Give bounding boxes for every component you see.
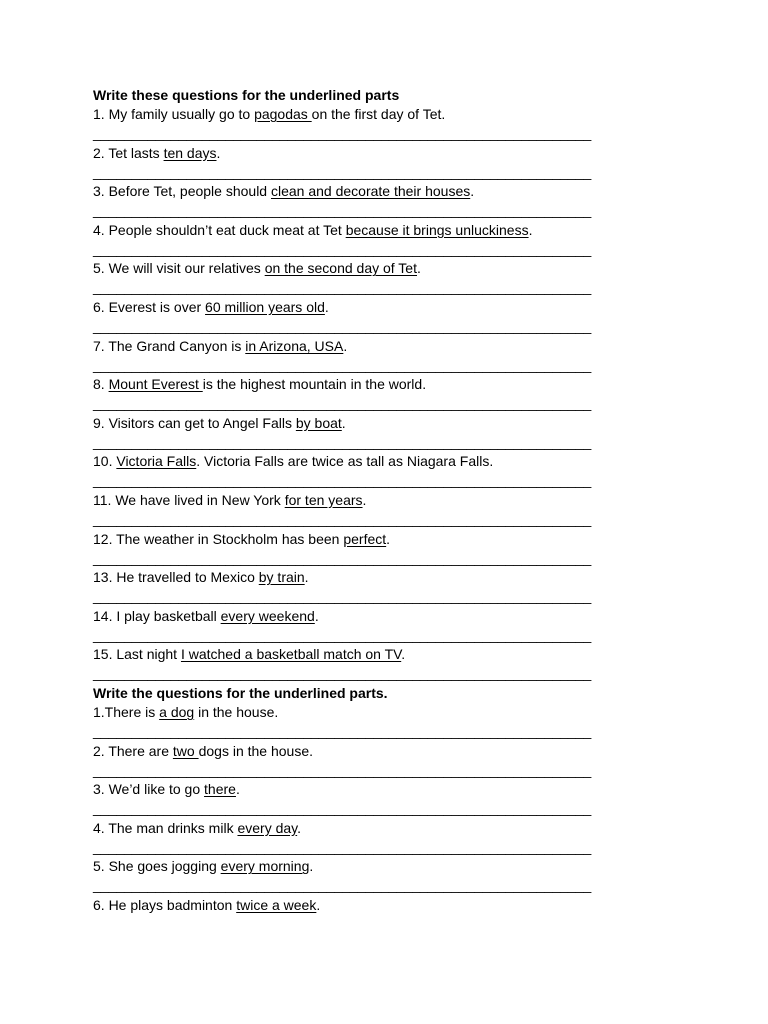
- question-item: [93, 105, 733, 124]
- question-text: .: [343, 337, 348, 354]
- question-text: on the first day of Tet.: [311, 106, 446, 122]
- answer-line: ________________________________________________________________: [93, 549, 592, 566]
- question-text: 3. Before Tet, people should: [93, 183, 271, 200]
- question-text: 4. The man drinks milk: [93, 819, 238, 836]
- section-1-heading: Write these questions for the underlined parts: [93, 87, 400, 103]
- answer-line: ________________________________________________________________: [93, 588, 592, 605]
- question-item: [93, 452, 733, 471]
- underlined-part: 60 million years old: [205, 298, 325, 315]
- underlined-part: Victoria Falls: [116, 453, 197, 470]
- question-text: 6. He plays badminton: [93, 896, 237, 913]
- answer-line: ________________________________________________________________: [93, 395, 592, 412]
- underlined-part: pagodas: [254, 106, 312, 122]
- question-text: 3. We’d like to go: [93, 781, 205, 798]
- question-item: [93, 144, 733, 163]
- question-text: 8.: [93, 376, 109, 393]
- question-item: [93, 530, 733, 549]
- question-text: .: [316, 896, 321, 913]
- question-text: .: [470, 183, 475, 200]
- answer-line: ________________________________________________________________: [93, 240, 592, 257]
- question-text: .: [309, 858, 314, 875]
- question-text: 4. People shouldn’t eat duck meat at Tet: [93, 221, 346, 238]
- question-text: .: [528, 221, 533, 238]
- section-2-heading: Write the questions for the underlined parts.: [93, 684, 388, 701]
- answer-line: ________________________________________________________________: [93, 665, 592, 682]
- question-item: [93, 857, 733, 876]
- question-item: [93, 780, 733, 799]
- section-1: [93, 86, 733, 684]
- answer-line: ________________________________________________________________: [93, 163, 592, 180]
- section-2: [93, 684, 733, 915]
- question-text: 12. The weather in Stockholm has been: [93, 530, 344, 547]
- underlined-part: every weekend: [220, 607, 315, 624]
- question-item: [93, 742, 733, 761]
- question-text: 6. Everest is over: [93, 298, 206, 315]
- underlined-part: perfect: [343, 530, 387, 547]
- answer-line: ________________________________________________________________: [93, 279, 592, 296]
- question-text: 2. There are: [93, 742, 173, 759]
- question-text: .: [362, 491, 367, 508]
- underlined-part: clean and decorate their houses: [270, 183, 471, 200]
- question-text: .: [304, 569, 309, 586]
- question-item: [93, 298, 733, 317]
- question-text: .: [386, 530, 391, 547]
- question-item: [93, 414, 733, 433]
- underlined-part: ten days: [163, 144, 217, 161]
- question-text: 11. We have lived in New York: [93, 491, 285, 508]
- question-text: .: [314, 607, 319, 624]
- question-text: 2. Tet lasts: [93, 144, 164, 161]
- underlined-part: I watched a basketball match on TV: [180, 646, 402, 663]
- question-text: 1.There is: [93, 703, 160, 720]
- question-text: 5. She goes jogging: [93, 858, 221, 875]
- underlined-part: on the second day of Tet: [264, 260, 417, 277]
- question-item: [93, 568, 733, 587]
- underlined-part: twice a week: [236, 896, 317, 913]
- underlined-part: there: [204, 781, 236, 798]
- question-text: 15. Last night: [93, 646, 181, 663]
- question-text: . Victoria Falls are twice as tall as Niagara Falls.: [196, 453, 494, 470]
- question-text: 13. He travelled to Mexico: [93, 569, 259, 586]
- question-text: is the highest mountain in the world.: [202, 376, 427, 393]
- question-item: [93, 259, 733, 278]
- question-item: [93, 896, 733, 915]
- answer-line: ________________________________________________________________: [93, 125, 592, 141]
- answer-line: ________________________________________________________________: [93, 761, 592, 778]
- answer-line: ________________________________________________________________: [93, 356, 592, 373]
- underlined-part: Mount Everest: [108, 376, 203, 393]
- question-text: .: [235, 781, 240, 798]
- question-item: [93, 337, 733, 356]
- question-item: [93, 491, 733, 510]
- question-text: .: [341, 414, 346, 431]
- worksheet: [93, 86, 733, 915]
- answer-line: ________________________________________________________________: [93, 877, 592, 894]
- question-text: .: [297, 819, 302, 836]
- underlined-part: for ten years: [284, 491, 363, 508]
- question-item: [93, 607, 733, 626]
- question-text: 14. I play basketball: [93, 607, 221, 624]
- question-text: 1. My family usually go to: [93, 106, 255, 122]
- question-text: .: [216, 144, 221, 161]
- question-text: .: [417, 260, 421, 277]
- question-text: dogs in the house.: [198, 742, 314, 759]
- answer-line: ________________________________________________________________: [93, 800, 592, 817]
- question-item: [93, 221, 733, 240]
- question-text: 5. We will visit our relatives: [93, 260, 265, 277]
- answer-line: ________________________________________________________________: [93, 472, 592, 489]
- underlined-part: two: [172, 742, 199, 759]
- answer-line: ________________________________________________________________: [93, 722, 592, 739]
- question-text: 10.: [93, 453, 117, 470]
- underlined-part: a dog: [159, 703, 195, 720]
- question-item: [93, 703, 733, 722]
- underlined-part: every morning: [220, 858, 310, 875]
- question-item: [93, 819, 733, 838]
- question-item: [93, 182, 733, 201]
- answer-line: ________________________________________________________________: [93, 317, 592, 334]
- answer-line: ________________________________________________________________: [93, 202, 592, 219]
- underlined-part: by boat: [295, 414, 342, 431]
- underlined-part: by train: [258, 569, 305, 586]
- answer-line: ________________________________________________________________: [93, 510, 592, 527]
- answer-line: ________________________________________________________________: [93, 626, 592, 643]
- question-item: [93, 645, 733, 664]
- question-text: 9. Visitors can get to Angel Falls: [93, 414, 296, 431]
- underlined-part: every day: [237, 819, 298, 836]
- answer-line: ________________________________________________________________: [93, 838, 592, 855]
- question-text: .: [324, 298, 329, 315]
- underlined-part: because it brings unluckiness: [345, 221, 529, 238]
- question-text: in the house.: [194, 703, 279, 720]
- underlined-part: in Arizona, USA: [245, 337, 344, 354]
- question-text: .: [401, 646, 406, 663]
- question-text: 7. The Grand Canyon is: [93, 337, 246, 354]
- question-item: [93, 375, 733, 394]
- answer-line: ________________________________________________________________: [93, 433, 592, 450]
